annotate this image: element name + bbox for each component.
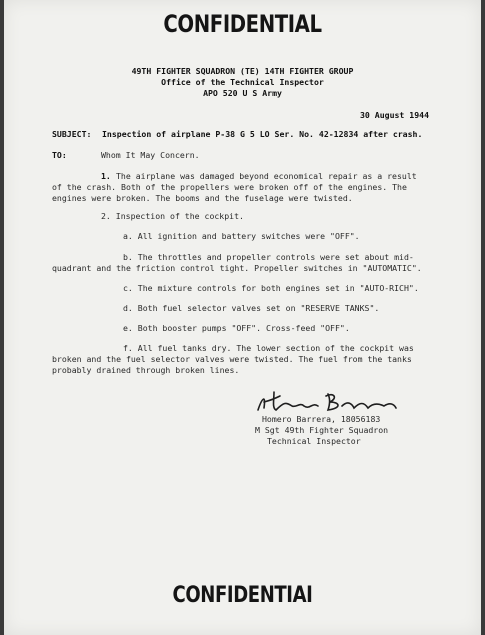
document-page (4, 0, 481, 635)
para-1-line-2: of the crash. Both of the propellers were broken off of the engines. The (52, 182, 407, 192)
classification-stamp-top: CONFIDENTIAL (163, 10, 322, 38)
subject-text: Inspection of airplane P-38 G 5 LO Ser. No. 42-12834 after crash. (102, 129, 423, 139)
para-2-heading: 2. Inspection of the cockpit. (101, 211, 244, 221)
item-d: d. Both fuel selector valves set on "RESERVE TANKS". (123, 303, 380, 313)
handwritten-signature (250, 388, 400, 416)
item-f-line-3: probably drained through broken lines. (52, 365, 240, 375)
item-b-line-1: b. The throttles and propeller controls were set about mid- (123, 252, 414, 262)
signatory-title: Technical Inspector (267, 436, 361, 446)
item-f-line-2: broken and the fuel selector valves were twisted. The fuel from the tanks (52, 354, 412, 364)
signatory-name: Homero Barrera, 18056183 (262, 414, 381, 424)
signatory-rank: M Sgt 49th Fighter Squadron (255, 425, 389, 435)
office-line: Office of the Technical Inspector (161, 77, 324, 87)
apo-line: APO 520 U S Army (203, 88, 282, 98)
classification-stamp-bottom: CONFIDENTIAI (172, 583, 313, 608)
item-a: a. All ignition and battery switches were "OFF". (123, 231, 360, 241)
item-e: e. Both booster pumps "OFF". Cross-feed "OFF". (123, 323, 350, 333)
para-1-line-1: The airplane was damaged beyond economical repair as a result (116, 171, 417, 181)
para-1-number: 1. (101, 171, 111, 181)
item-c: c. The mixture controls for both engines set in "AUTO-RICH". (123, 283, 419, 293)
to-text: Whom It May Concern. (101, 150, 200, 160)
subject-label: SUBJECT: (52, 129, 92, 139)
letter-date: 30 August 1944 (360, 110, 430, 120)
to-label: TO: (52, 150, 67, 160)
unit-line: 49TH FIGHTER SQUADRON (TE) 14TH FIGHTER GROUP (131, 66, 354, 76)
item-f-line-1: f. All fuel tanks dry. The lower section of the cockpit was (123, 343, 414, 353)
item-b-line-2: quadrant and the friction control tight. Propeller switches in "AUTOMATIC". (52, 263, 422, 273)
para-1-line-3: engines were broken. The booms and the fuselage were twisted. (52, 193, 353, 203)
